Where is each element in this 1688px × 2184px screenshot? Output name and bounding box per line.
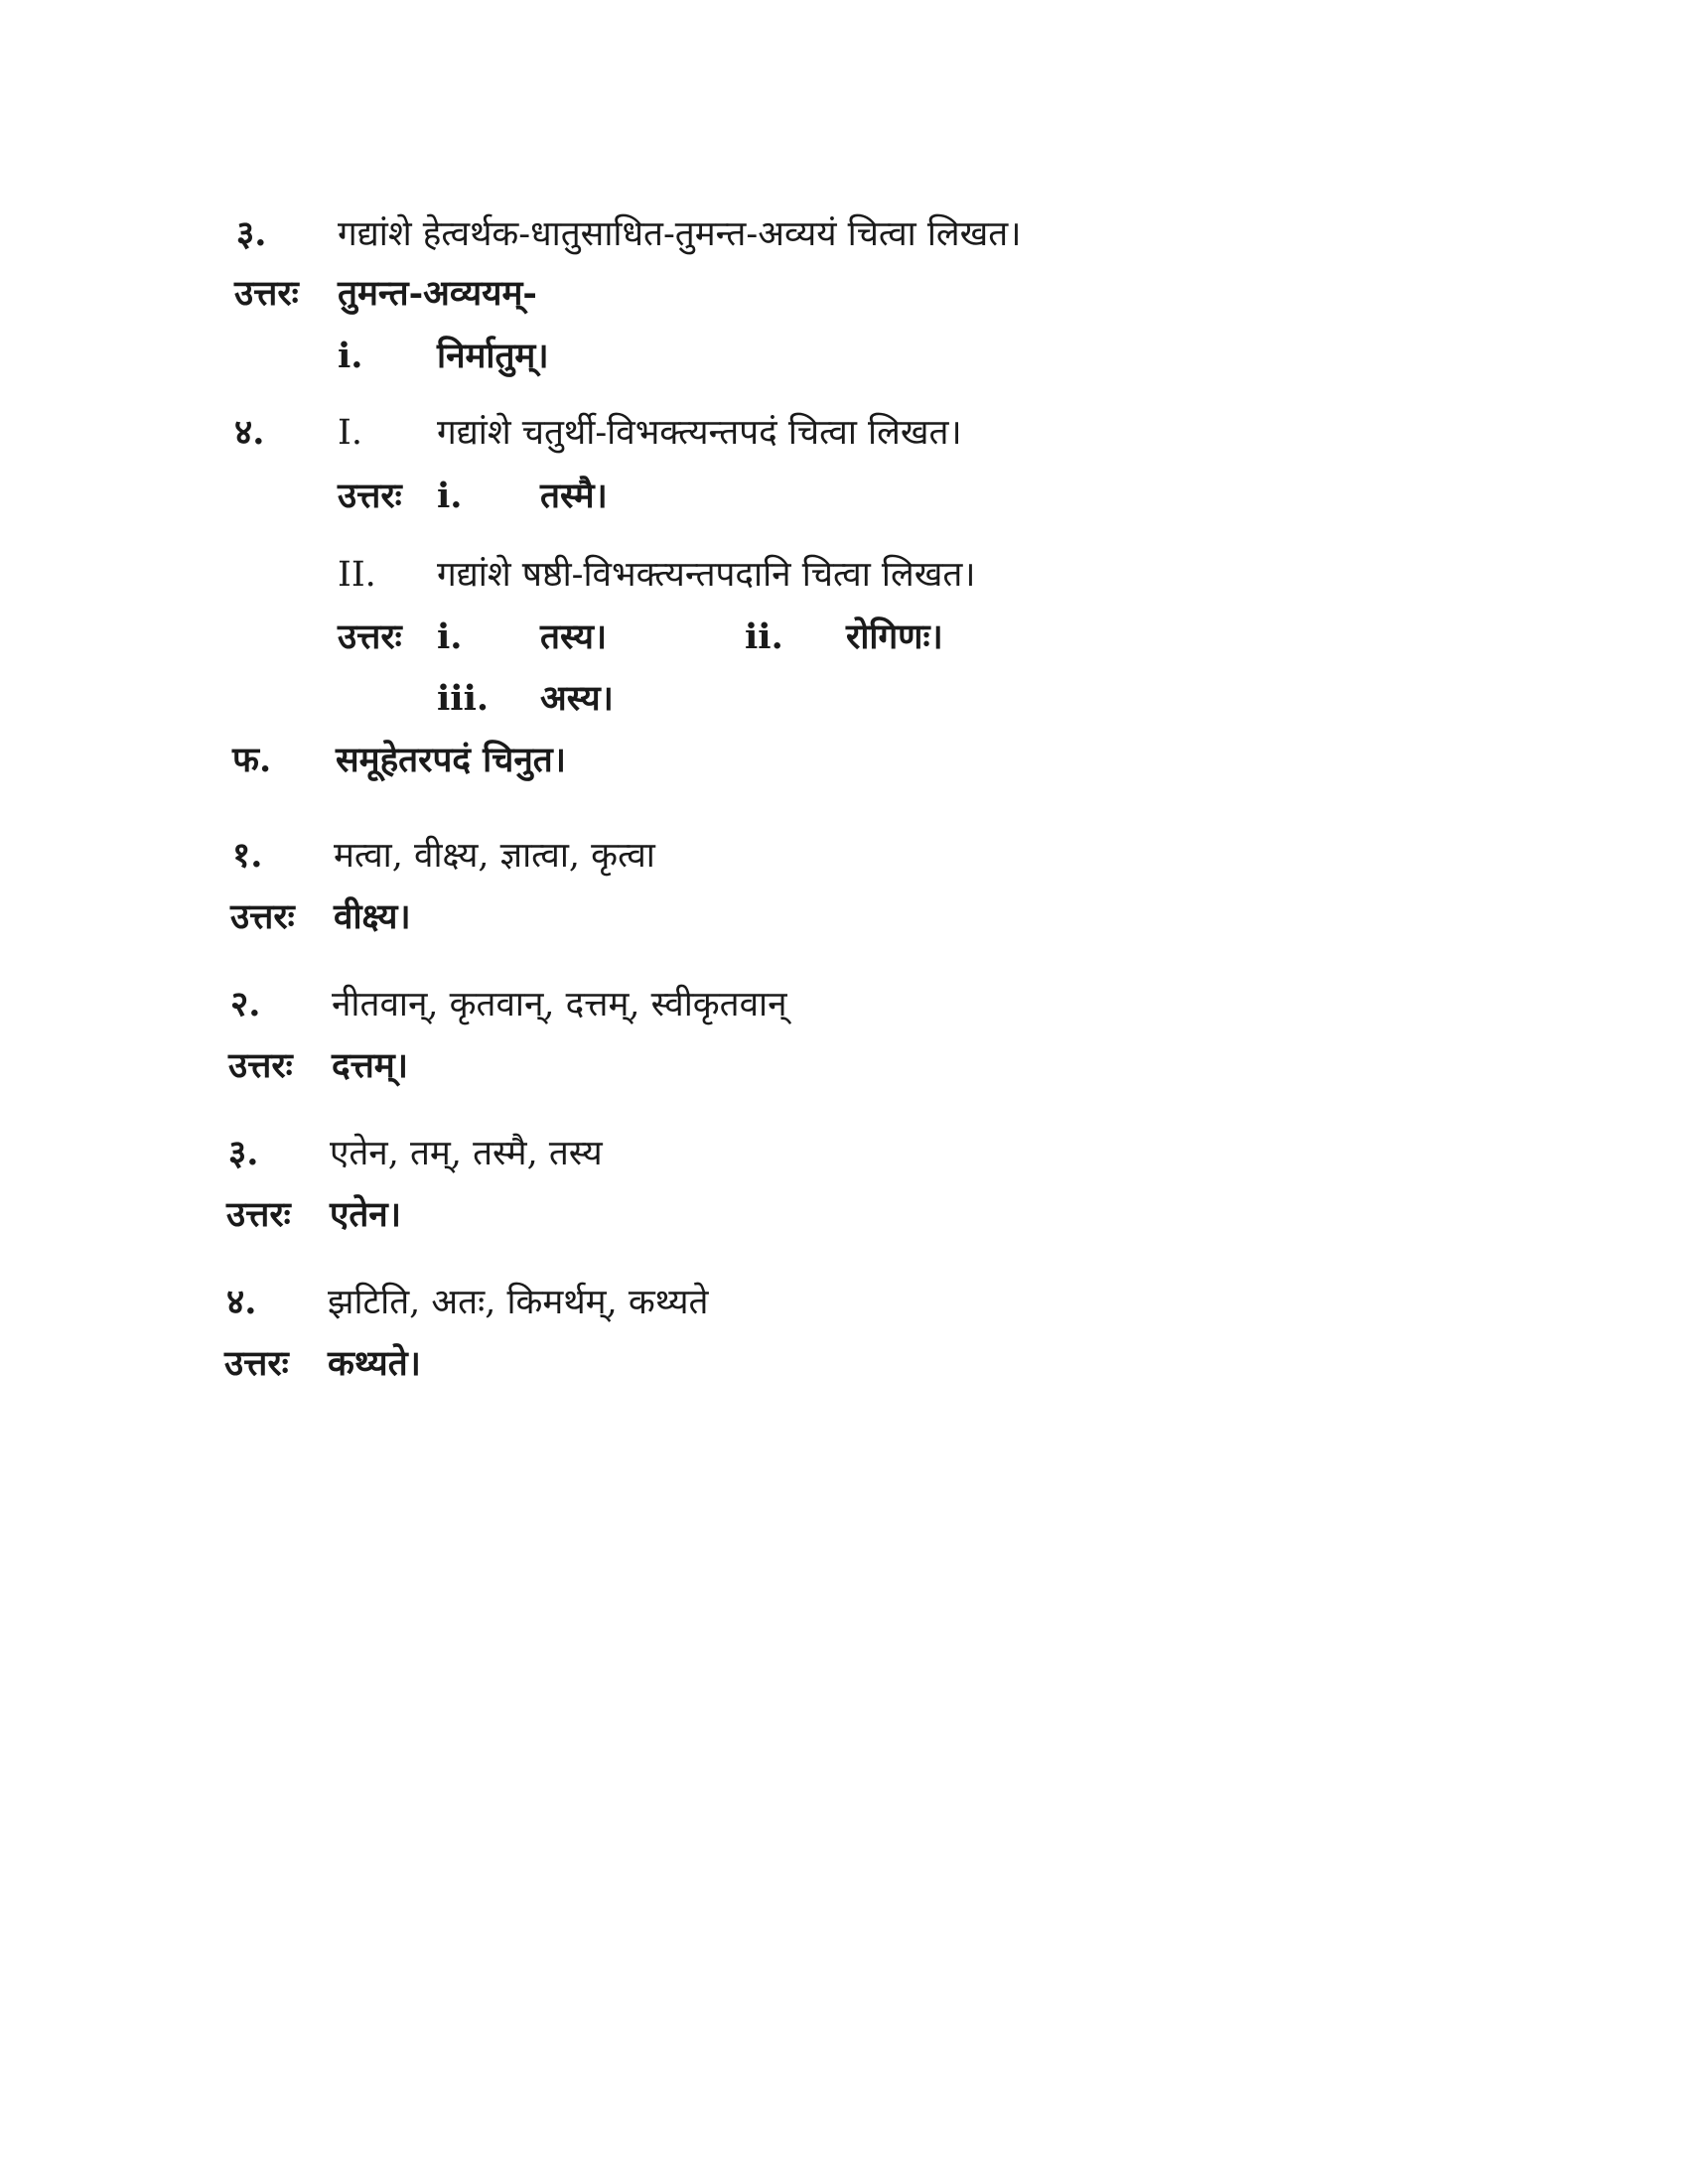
answer-item-text: रोगिणः। — [846, 616, 943, 657]
answer-text: कथ्यते। — [328, 1343, 421, 1384]
answer-label: उत्तरः — [234, 273, 299, 314]
answer-label: उत्तरः — [230, 896, 295, 937]
question-number: ४. — [234, 412, 265, 453]
answer-item-marker: ii. — [745, 616, 783, 657]
question-text: गद्यांशे हेत्वर्थक-धातुसाधित-तुमन्त-अव्ययं चित्वा लिखत। — [338, 214, 1022, 254]
answer-item-text: तस्य। — [540, 616, 608, 657]
question-number: १. — [232, 835, 263, 876]
answer-label: उत्तरः — [224, 1343, 289, 1384]
answer-label: उत्तरः — [226, 1194, 291, 1235]
question-number: ३. — [228, 1133, 259, 1173]
sub-question-marker: I. — [338, 413, 362, 453]
answer-item-text: निर्मातुम्। — [437, 336, 549, 376]
answer-item-marker: iii. — [437, 678, 490, 719]
question-number: ३. — [236, 213, 267, 254]
section-title: समूहेतरपदं चिनुत। — [336, 740, 567, 780]
answer-text: दत्तम्। — [332, 1045, 408, 1086]
question-number: ४. — [226, 1282, 257, 1322]
answer-item-text: तस्मै। — [540, 476, 608, 516]
question-options: मत्वा, वीक्ष्य, ज्ञात्वा, कृत्वा — [334, 836, 655, 876]
answer-label: उत्तरः — [338, 616, 402, 657]
question-options: झटिति, अतः, किमर्थम्, कथ्यते — [328, 1283, 709, 1322]
answer-label: उत्तरः — [228, 1045, 293, 1086]
answer-heading: तुमन्त-अव्ययम्- — [338, 273, 537, 314]
sub-question-marker: II. — [338, 555, 376, 595]
question-options: नीतवान्, कृतवान्, दत्तम्, स्वीकृतवान् — [332, 985, 787, 1024]
answer-item-text: अस्य। — [540, 678, 614, 719]
answer-item-marker: i. — [437, 476, 463, 516]
answer-item-marker: i. — [338, 336, 363, 376]
section-label: फ. — [232, 740, 272, 780]
question-text: गद्यांशे षष्ठी-विभक्त्यन्तपदानि चित्वा लिखत। — [437, 555, 976, 595]
answer-text: एतेन। — [330, 1194, 401, 1235]
answer-item-marker: i. — [437, 616, 463, 657]
answer-text: वीक्ष्य। — [334, 896, 411, 937]
question-number: २. — [230, 984, 261, 1024]
question-options: एतेन, तम्, तस्मै, तस्य — [330, 1134, 603, 1173]
question-text: गद्यांशे चतुर्थी-विभक्त्यन्तपदं चित्वा लिखत। — [437, 413, 962, 453]
answer-label: उत्तरः — [338, 476, 402, 516]
